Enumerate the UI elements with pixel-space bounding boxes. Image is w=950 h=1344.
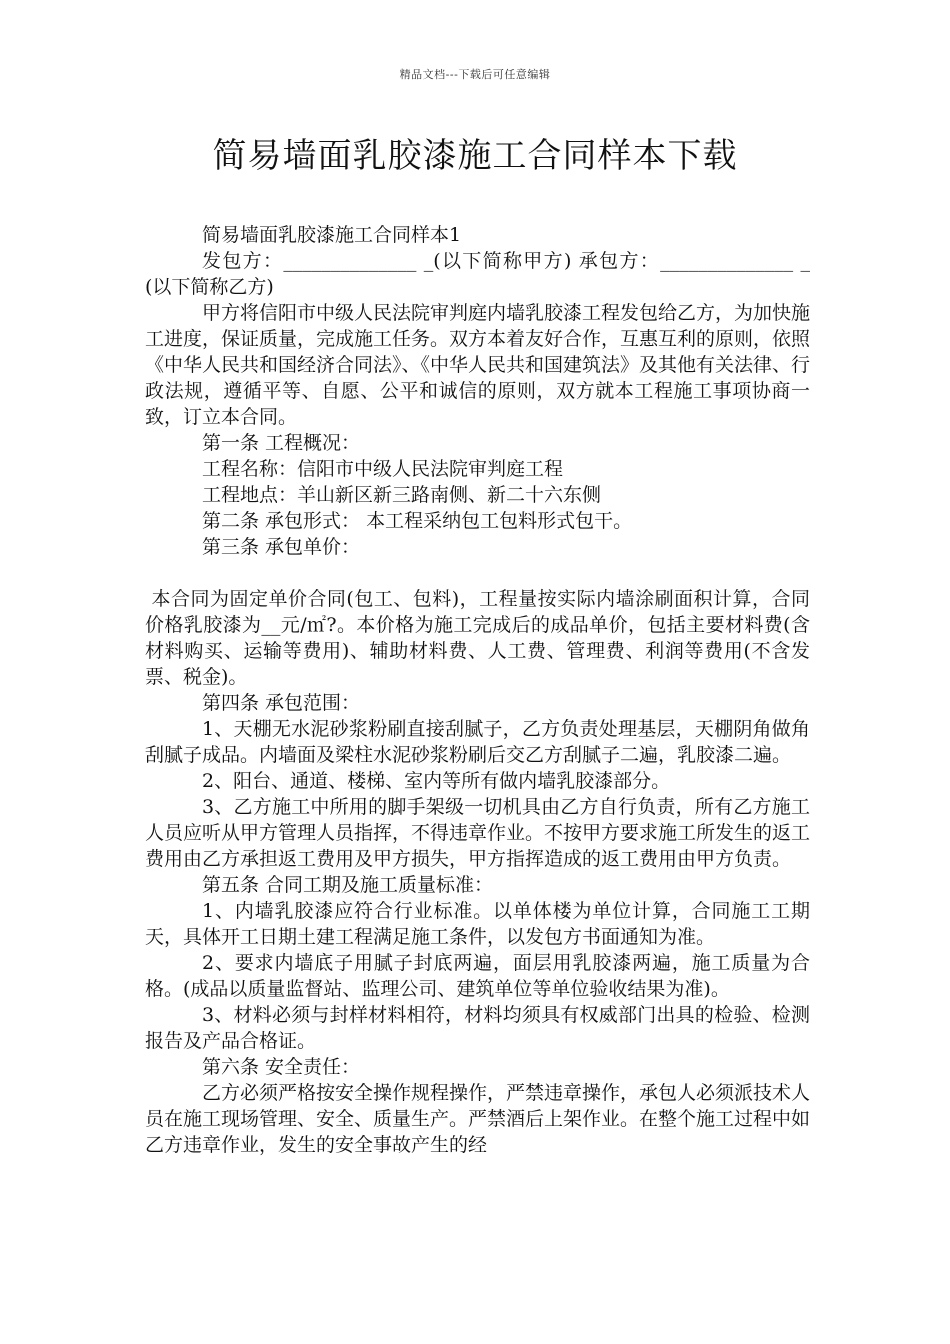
party-info: 发包方：______________ _(以下简称甲方) 承包方：______________ _(以下简称乙方) <box>145 250 810 298</box>
paragraph: 1、天棚无水泥砂浆粉刷直接刮腻子，乙方负责处理基层，天棚阴角做角刮腻子成品。内墙面及梁柱水泥砂浆粉刷后交乙方刮腻子二遍，乳胶漆二遍。 <box>145 718 810 766</box>
clause-heading: 第一条 工程概况： <box>202 432 361 454</box>
document-title: 简易墙面乳胶漆施工合同样本下载 <box>212 136 738 176</box>
clause-heading: 第六条 安全责任： <box>202 1056 361 1078</box>
paragraph: 工程地点：羊山新区新三路南侧、新二十六东侧 <box>202 484 602 506</box>
clause-heading: 第四条 承包范围： <box>202 692 361 714</box>
clause-heading: 第三条 承包单价： <box>202 536 361 558</box>
paragraph: 2、要求内墙底子用腻子封底两遍，面层用乳胶漆两遍，施工质量为合格。(成品以质量监督站、监理公司、建筑单位等单位验收结果为准)。 <box>145 952 810 1000</box>
paragraph: 乙方必须严格按安全操作规程操作，严禁违章操作，承包人必须派技术人员在施工现场管理、安全、质量生产。严禁酒后上架作业。在整个施工过程中如乙方违章作业，发生的安全事故产生的经 <box>145 1082 811 1156</box>
paragraph: 甲方将信阳市中级人民法院审判庭内墙乳胶漆工程发包给乙方，为加快施工进度，保证质量，完成施工任务。双方本着友好合作，互惠互利的原则，依照《中华人民共和国经济合同法》、《中华人民共和国建筑法》及其他有关法律、行政法规，遵循平等、自愿、公平和诚信的原则，双方就本工程施工事项协商一致，订立本合同。 <box>145 302 811 428</box>
paragraph: 工程名称：信阳市中级人民法院审判庭工程 <box>202 458 564 480</box>
header-note: 精品文档---下载后可任意编辑 <box>399 68 551 81</box>
paragraph: 1、内墙乳胶漆应符合行业标准。以单体楼为单位计算，合同施工工期 天，具体开工日期土建工程满足施工条件，以发包方书面通知为准。 <box>145 900 810 948</box>
paragraph: 2、阳台、通道、楼梯、室内等所有做内墙乳胶漆部分。 <box>202 770 671 792</box>
blank-line <box>145 560 810 586</box>
section-heading: 简易墙面乳胶漆施工合同样本1 <box>202 224 462 246</box>
paragraph: 3、乙方施工中所用的脚手架级一切机具由乙方自行负责，所有乙方施工人员应听从甲方管理人员指挥，不得违章作业。不按甲方要求施工所发生的返工费用由乙方承担返工费用及甲方损失，甲方指挥造成的返工费用由甲方负责。 <box>145 796 811 870</box>
document-body <box>145 222 810 1158</box>
paragraph: 本合同为固定单价合同(包工、包料)，工程量按实际内墙涂刷面积计算，合同价格乳胶漆为__元/㎡?。本价格为施工完成后的成品单价，包括主要材料费(含材料购买、运输等费用)、辅助材料费、人工费、管理费、利润等费用(不含发票、税金)。 <box>145 588 810 688</box>
paragraph: 3、材料必须与封样材料相符，材料均须具有权威部门出具的检验、检测报告及产品合格证。 <box>145 1004 810 1052</box>
clause-heading: 第五条 合同工期及施工质量标准： <box>202 874 494 896</box>
clause-heading: 第二条 承包形式： 本工程采纳包工包料形式包干。 <box>202 510 633 532</box>
